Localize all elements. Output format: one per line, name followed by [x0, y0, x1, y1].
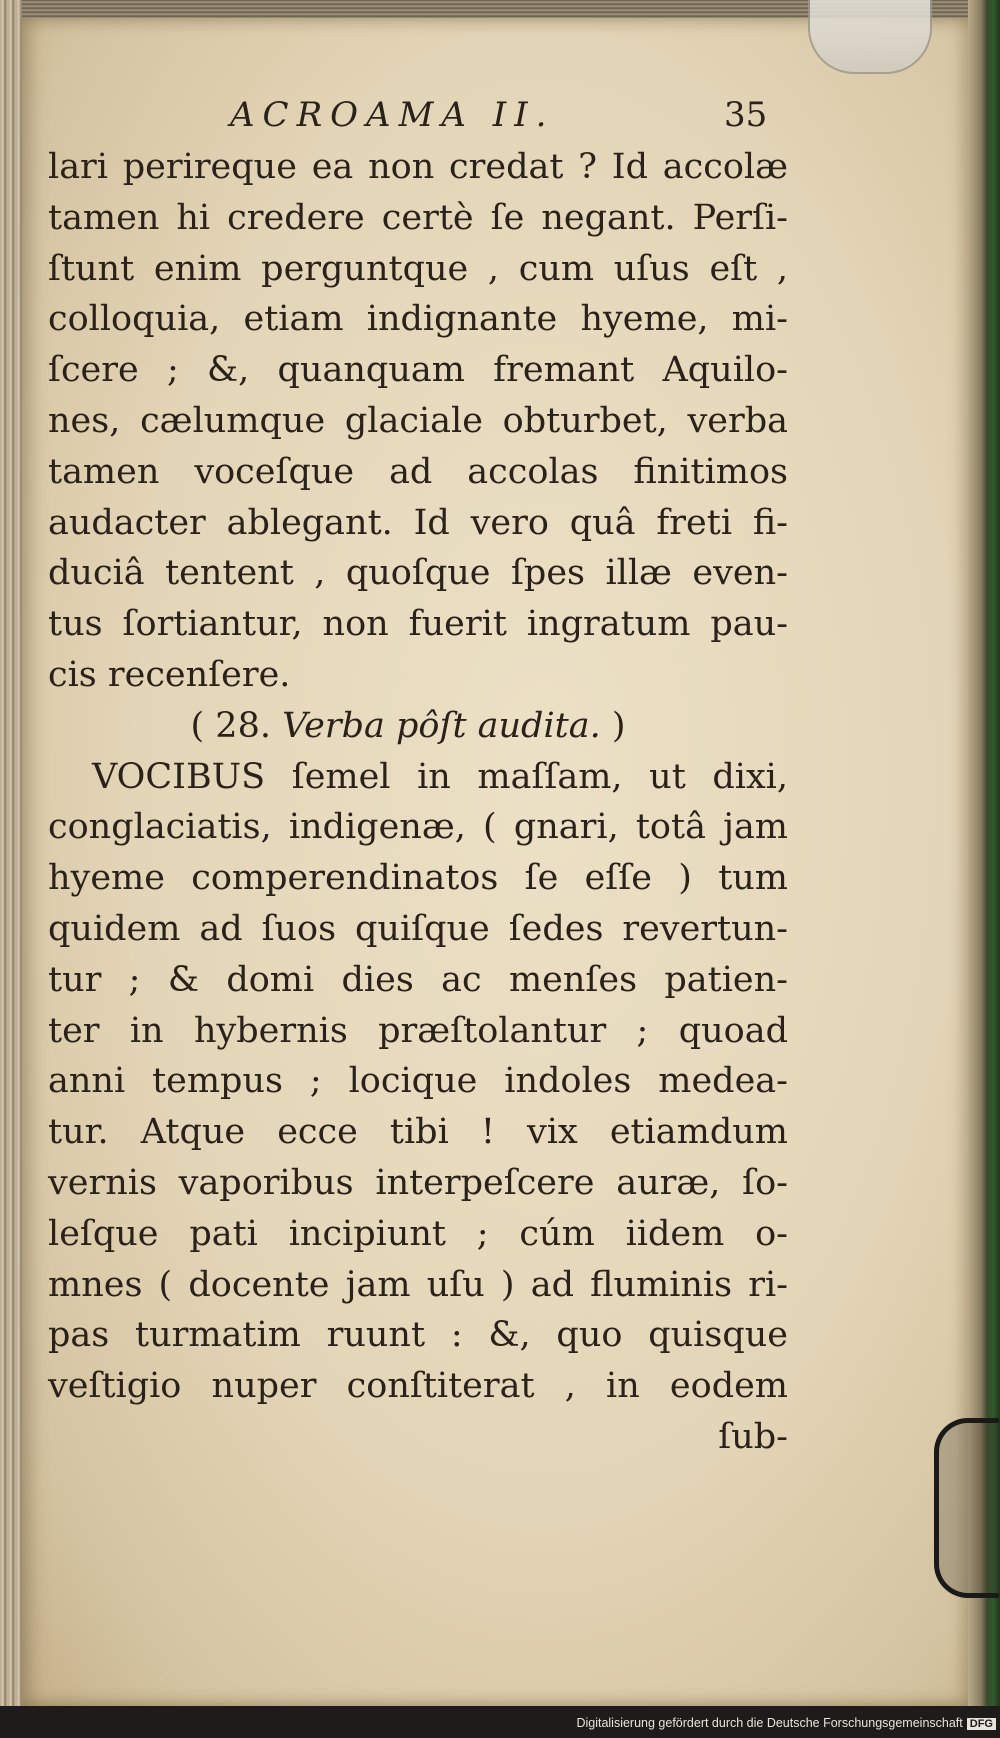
section-number: 28. — [215, 705, 271, 746]
text-line: colloquia, etiam indignante hyeme, mi- — [48, 299, 788, 340]
running-header — [48, 90, 788, 142]
text-line: tamen hi credere certè ſe negant. Perſi- — [48, 197, 788, 238]
paragraph-1 — [48, 142, 788, 701]
text-line: vernis vaporibus interpeſcere auræ, ſo- — [48, 1162, 788, 1203]
text-line: anni tempus ; locique indoles medea- — [48, 1061, 788, 1102]
page-number: 35 — [724, 95, 768, 135]
text-line: tus ſortiantur, non fuerit ingratum pau- — [48, 604, 788, 645]
text-line: pas turmatim ruunt : &, quo quisque — [48, 1315, 788, 1356]
text-line: VOCIBUS ſemel in maſſam, ut dixi, — [92, 756, 788, 797]
text-line: ſcere ; &, quanquam fremant Aquilo- — [48, 350, 788, 391]
text-line: ſtunt enim perguntque , cum uſus eſt , — [48, 248, 788, 289]
book-page-stack-left — [0, 0, 22, 1738]
text-line: duciâ tentent , quoſque ſpes illæ even- — [48, 553, 788, 594]
text-line: cis recenſere. — [48, 654, 291, 695]
text-line: mnes ( docente jam uſu ) ad fluminis ri- — [48, 1264, 788, 1305]
text-line: quidem ad ſuos quiſque ſedes revertun- — [48, 908, 788, 949]
text-line: ter in hybernis præſtolantur ; quoad — [48, 1010, 788, 1051]
heading-close-paren: ) — [611, 705, 626, 746]
text-line: veſtigio nuper conſtiterat , in eodem — [48, 1366, 788, 1407]
text-line: nes, cælumque glaciale obturbet, verba — [48, 400, 788, 441]
text-line: conglaciatis, indigenæ, ( gnari, totâ jam — [48, 807, 788, 848]
section-title: Verba pôſt audita. — [282, 705, 601, 746]
page-text — [48, 90, 788, 1463]
scanner-clip-top — [808, 0, 932, 74]
running-title: ACROAMA II. — [230, 95, 555, 135]
heading-open-paren: ( — [190, 705, 205, 746]
text-line: audacter ablegant. Id vero quâ freti fi- — [48, 502, 788, 543]
scanner-clip-right — [934, 1418, 999, 1598]
dfg-logo: DFG — [967, 1718, 996, 1730]
text-line: tur ; & domi dies ac menſes patien- — [48, 959, 788, 1000]
text-line: leſque pati incipiunt ; cúm iidem o- — [48, 1213, 788, 1254]
text-line: tamen voceſque ad accolas finitimos — [48, 451, 788, 492]
catchword: ſub- — [718, 1416, 788, 1457]
digitization-credit — [560, 1716, 996, 1734]
text-line: lari perireque ea non credat ? Id accolæ — [48, 147, 788, 187]
text-line: tur. Atque ecce tibi ! vix etiamdum — [48, 1112, 788, 1153]
credit-text: Digitalisierung gefördert durch die Deutsche Forschungsgemeinschaft — [576, 1716, 963, 1730]
section-heading — [28, 701, 788, 752]
paragraph-2 — [48, 752, 788, 1412]
text-line: hyeme comperendinatos ſe eſſe ) tum — [48, 858, 788, 899]
